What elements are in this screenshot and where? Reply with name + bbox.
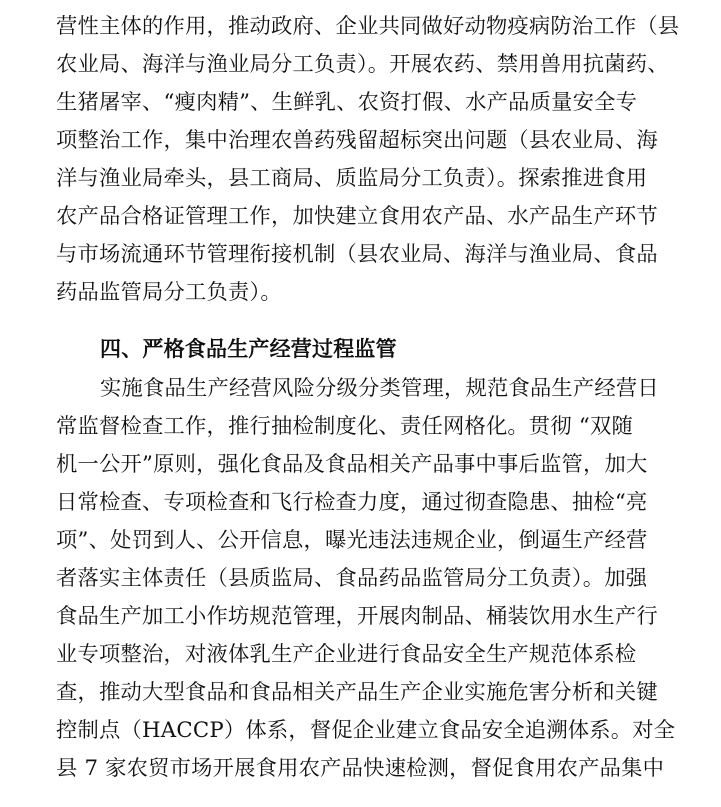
paragraph-line: 业专项整治，对液体乳生产企业进行食品安全生产规范体系检 bbox=[56, 642, 637, 667]
paragraph-line: 药品监管局分工负责）。 bbox=[56, 280, 282, 305]
paragraph-line: 查，推动大型食品和食品相关产品生产企业实施危害分析和关键 bbox=[56, 680, 658, 705]
section-heading: 四、严格食品生产经营过程监管 bbox=[100, 337, 397, 361]
paragraph-line: 洋与渔业局牵头，县工商局、质监局分工负责）。探索推进食用 bbox=[56, 166, 648, 191]
paragraph-line: 与市场流通环节管理衔接机制（县农业局、海洋与渔业局、食品 bbox=[56, 242, 658, 267]
paragraph-line: 农业局、海洋与渔业局分工负责）。开展农药、禁用兽用抗菌药、 bbox=[56, 52, 669, 77]
paragraph-line: 项整治工作，集中治理农兽药残留超标突出问题（县农业局、海 bbox=[56, 128, 658, 153]
paragraph-line: 实施食品生产经营风险分级分类管理，规范食品生产经营日 bbox=[100, 376, 659, 401]
paragraph-line: 机一公开”原则，强化食品及食品相关产品事中事后监管，加大 bbox=[56, 452, 648, 477]
paragraph-line: 食品生产加工小作坊规范管理，开展肉制品、桶装饮用水生产行 bbox=[56, 604, 658, 629]
paragraph-line: 常监督检查工作，推行抽检制度化、责任网格化。贯彻 “双随 bbox=[56, 414, 633, 439]
paragraph-line: 生猪屠宰、“瘦肉精”、生鲜乳、农资打假、水产品质量安全专 bbox=[56, 90, 638, 115]
paragraph-line: 农产品合格证管理工作，加快建立食用农产品、水产品生产环节 bbox=[56, 204, 658, 229]
paragraph-line: 控制点（HACCP）体系，督促企业建立食品安全追溯体系。对全 bbox=[56, 718, 676, 743]
paragraph-line: 者落实主体责任（县质监局、食品药品监管局分工负责）。加强 bbox=[56, 566, 648, 591]
paragraph-line: 项”、处罚到人、公开信息，曝光违法违规企业，倒逼生产经营 bbox=[56, 528, 648, 553]
paragraph-line: 日常检查、专项检查和飞行检查力度，通过彻查隐患、抽检“亮 bbox=[56, 490, 648, 515]
paragraph-line: 县 7 家农贸市场开展食用农产品快速检测，督促食用农产品集中 bbox=[56, 756, 665, 781]
paragraph-line: 营性主体的作用，推动政府、企业共同做好动物疫病防治工作（县 bbox=[56, 14, 680, 39]
